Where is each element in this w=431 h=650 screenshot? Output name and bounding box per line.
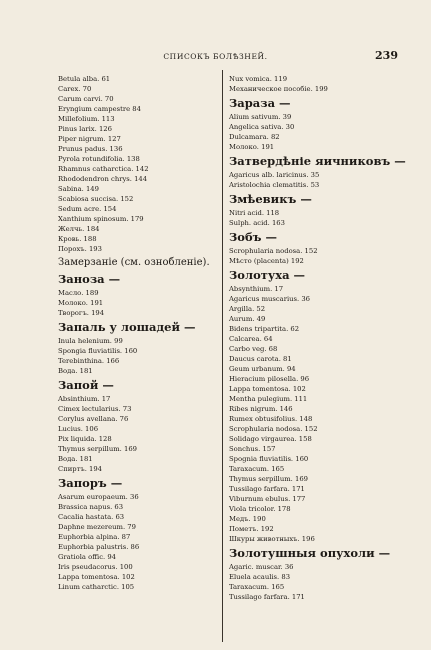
index-entry: Кровь. 188	[58, 235, 97, 243]
index-entry: Corylus avellana. 76	[58, 415, 129, 423]
index-heading: Затвердѣніе яичниковъ —	[229, 154, 406, 168]
index-entry: Шкуры животныхъ. 196	[229, 535, 315, 543]
index-entry: Творогъ. 194	[58, 309, 105, 317]
index-entry: Carum carvi. 70	[58, 95, 114, 103]
index-entry: Молоко. 191	[58, 299, 104, 307]
index-entry: Solidago virgaurea. 158	[229, 435, 312, 443]
index-entry: Asarum europaeum. 36	[58, 493, 139, 501]
index-entry: Rumex obtusifolius. 148	[229, 415, 313, 423]
index-heading: Золотушныя опухоли —	[229, 546, 391, 560]
index-entry: Euphorbia palustris. 86	[58, 543, 140, 551]
index-entry: Carbo veg. 68	[229, 345, 278, 353]
index-entry: Daphne mezereum. 79	[58, 523, 136, 531]
index-entry: Absynthium. 17	[229, 285, 284, 293]
index-entry: Terebinthina. 166	[58, 357, 120, 365]
index-entry: Lappa tomentosa. 102	[58, 573, 135, 581]
index-entry: Aristolochia clematitis. 53	[229, 181, 320, 189]
index-entry: Eluela acaulis. 83	[229, 573, 291, 581]
index-entry: Alium sativum. 39	[229, 113, 292, 121]
index-entry: Iris pseudacorus. 100	[58, 563, 133, 571]
index-heading: Змѣевикъ —	[229, 192, 312, 206]
index-entry: Масло. 189	[58, 289, 99, 297]
column-divider	[222, 70, 223, 642]
index-entry: Thymus serpillum. 169	[58, 445, 137, 453]
index-heading: Заноза —	[58, 272, 121, 286]
index-entry: Lappa tomentosa. 102	[229, 385, 306, 393]
index-entry: Желчь. 184	[58, 225, 100, 233]
index-entry: Piper nigrum. 127	[58, 135, 121, 143]
index-entry: Pinus larix. 126	[58, 125, 112, 133]
index-heading: Запоръ —	[58, 476, 123, 490]
index-entry: Betula alba. 61	[58, 75, 111, 83]
index-heading: Запаль у лошадей —	[58, 320, 196, 334]
index-entry: Calcarea. 64	[229, 335, 273, 343]
index-entry: Aurum. 49	[229, 315, 266, 323]
index-entry: Viola tricolor. 178	[229, 505, 291, 513]
index-entry: Sonchus. 157	[229, 445, 276, 453]
index-entry: Мѣсто (placenta) 192	[229, 257, 304, 265]
index-entry: Angelica sativa. 30	[229, 123, 295, 131]
index-entry: Viburnum ebulus. 177	[229, 495, 306, 503]
index-entry: Prunus padus. 136	[58, 145, 123, 153]
index-entry: Geum urbanum. 94	[229, 365, 296, 373]
index-entry: Agaricus muscarius. 36	[229, 295, 310, 303]
index-entry: Euphorbia alpina. 87	[58, 533, 131, 541]
index-entry: Inula helenium. 99	[58, 337, 123, 345]
index-entry: Hieracium pilosella. 96	[229, 375, 310, 383]
index-entry: Lucius. 106	[58, 425, 99, 433]
index-entry: Вода. 181	[58, 367, 93, 375]
index-entry: Nitri acid. 118	[229, 209, 280, 217]
index-entry: Молоко. 191	[229, 143, 275, 151]
page-number: 239	[375, 49, 398, 62]
page-header	[0, 0, 431, 60]
index-entry: Taraxacum. 165	[229, 465, 285, 473]
index-entry: Agaric. muscar. 36	[229, 563, 294, 571]
left-column	[58, 74, 218, 592]
index-entry: Bidens tripartita. 62	[229, 325, 300, 333]
index-entry: Nux vomica. 119	[229, 75, 288, 83]
index-entry: Taraxacum. 165	[229, 583, 285, 591]
index-entry: Scabiosa succisa. 152	[58, 195, 134, 203]
index-entry: Xanthium spinosum. 179	[58, 215, 144, 223]
index-entry: Sabina. 149	[58, 185, 99, 193]
index-entry: Dulcamara. 82	[229, 133, 280, 141]
index-entry: Thymus serpillum. 169	[229, 475, 308, 483]
index-entry: Linum catharctic. 105	[58, 583, 135, 591]
index-entry: Argilla. 52	[229, 305, 266, 313]
index-heading: Зобъ —	[229, 230, 277, 244]
index-entry: Cacalia hastata. 63	[58, 513, 125, 521]
index-entry: Pyrola rotundifolia. 138	[58, 155, 140, 163]
index-entry: Rhododendron chrys. 144	[58, 175, 148, 183]
index-entry: Spognia fluviatilis. 160	[229, 455, 309, 463]
index-heading: Зараза —	[229, 96, 291, 110]
index-entry: Rhamnus catharctica. 142	[58, 165, 149, 173]
index-entry: Пометъ. 192	[229, 525, 274, 533]
index-entry: Daucus carota. 81	[229, 355, 292, 363]
index-entry: Вода. 181	[58, 455, 93, 463]
running-title: СПИСОКЪ БОЛѢЗНЕЙ.	[163, 52, 268, 61]
index-heading: Замерзаніе (см. ознобленіе).	[58, 257, 210, 268]
index-entry: Pix liquida. 128	[58, 435, 112, 443]
index-entry: Медъ. 190	[229, 515, 266, 523]
index-entry: Gratiola offic. 94	[58, 553, 116, 561]
index-entry: Cimex lectularius. 73	[58, 405, 132, 413]
index-entry: Mentha pulegium. 111	[229, 395, 308, 403]
index-entry: Agaricus alb. laricinus. 35	[229, 171, 320, 179]
index-entry: Brassica napus. 63	[58, 503, 124, 511]
index-entry: Tussilago farfara. 171	[229, 485, 305, 493]
index-entry: Eryngium campestre 84	[58, 105, 141, 113]
index-entry: Carex. 70	[58, 85, 92, 93]
index-entry: Порохъ. 193	[58, 245, 102, 253]
index-entry: Scrophularia nodosa. 152	[229, 247, 318, 255]
index-heading: Золотуха —	[229, 268, 306, 282]
index-entry: Спиртъ. 194	[58, 465, 102, 473]
index-entry: Spongia fluviatilis. 160	[58, 347, 138, 355]
index-entry: Механическое пособіе. 199	[229, 85, 328, 93]
index-entry: Scrophularia nodosa. 152	[229, 425, 318, 433]
index-entry: Tussilago farfara. 171	[229, 593, 305, 601]
index-entry: Millefolium. 113	[58, 115, 115, 123]
index-entry: Sulph. acid. 163	[229, 219, 285, 227]
index-heading: Запой —	[58, 378, 114, 392]
index-entry: Absinthium. 17	[58, 395, 111, 403]
index-entry: Ribes nigrum. 146	[229, 405, 293, 413]
right-column	[229, 74, 409, 602]
index-entry: Sedum acre. 154	[58, 205, 117, 213]
